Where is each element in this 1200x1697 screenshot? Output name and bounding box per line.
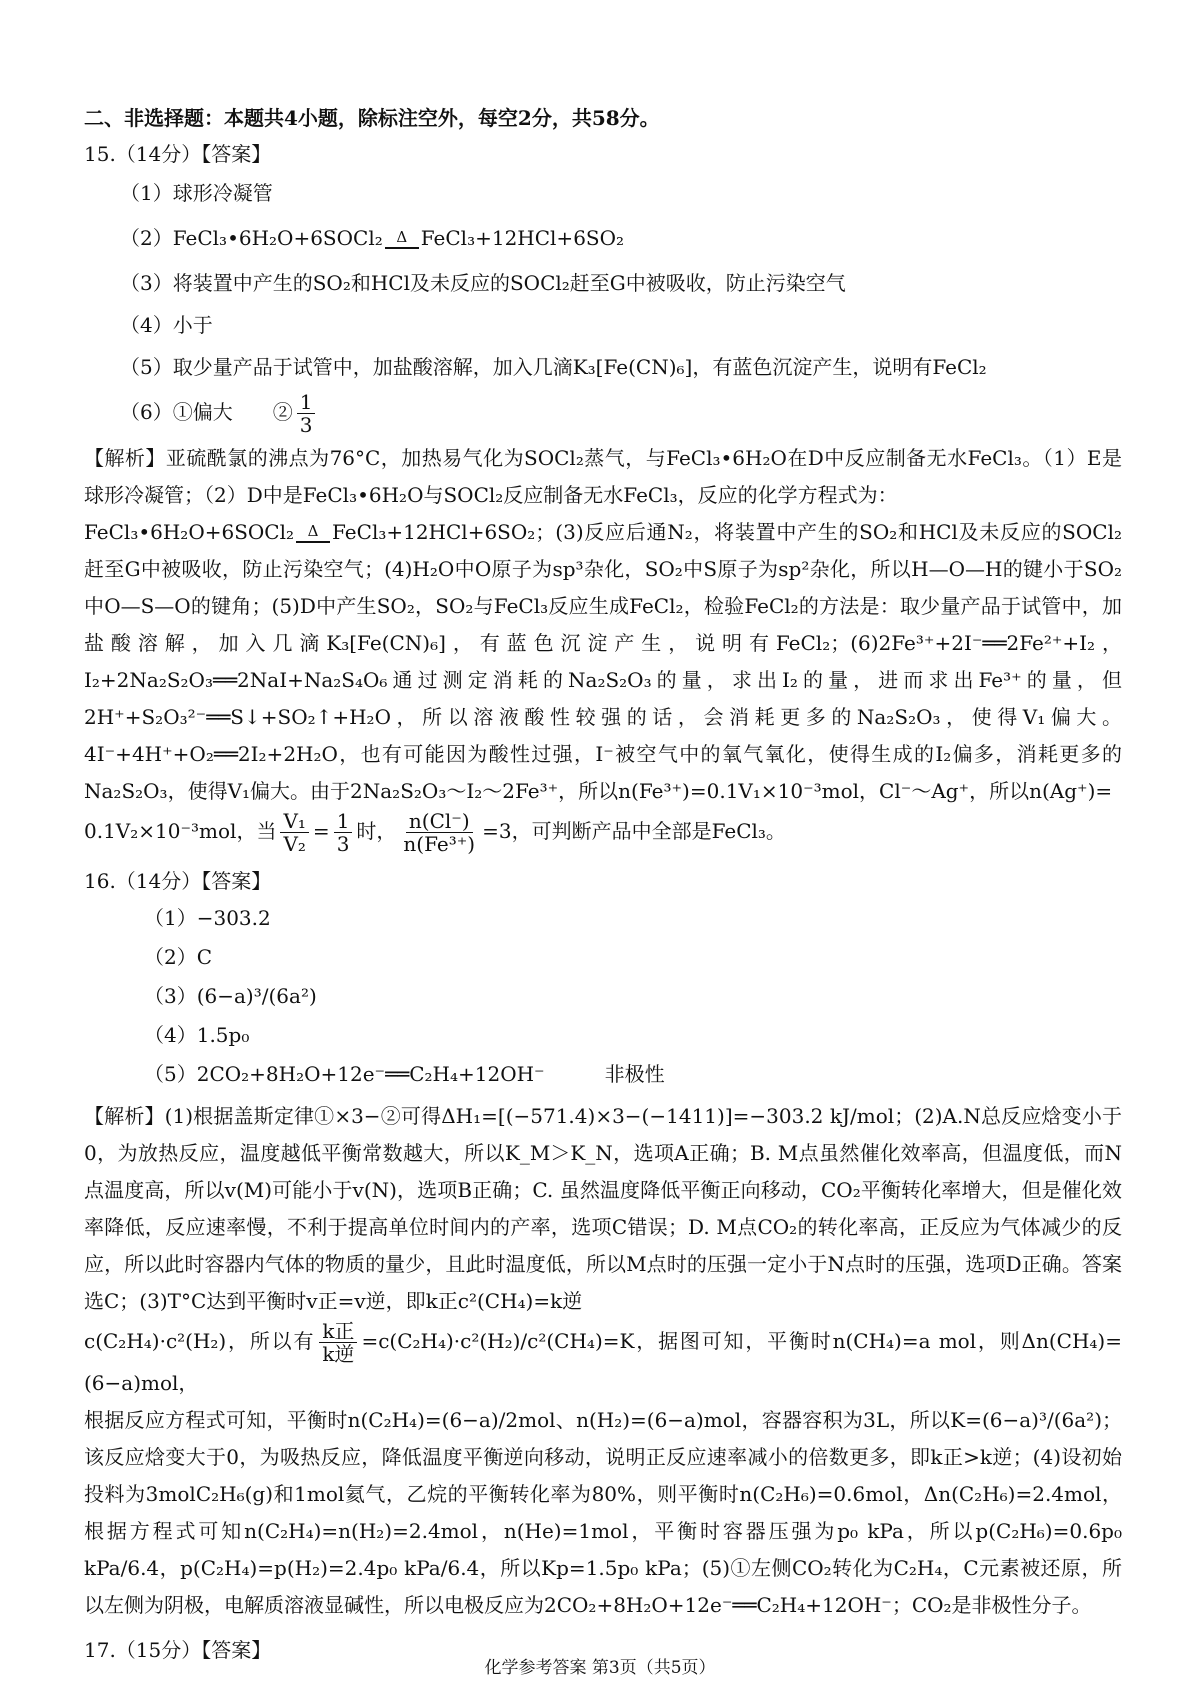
q16-answer-2: （2）C: [144, 945, 213, 969]
fraction-one-third: $\frac{1}{3}$: [297, 391, 316, 436]
q15-analysis-eq-left: FeCl₃•6H₂O+6SOCl₂: [84, 520, 295, 544]
q16-answer-3: （3）(6−a)³/(6a²): [144, 984, 317, 1008]
fraction-v1-v2: $\frac{\text{V₁}}{\text{V₂}}$: [280, 810, 308, 855]
q16-answer-1: （1）−303.2: [144, 906, 271, 930]
q15-answer-2-right: FeCl₃+12HCl+6SO₂: [420, 226, 625, 250]
q16-analysis-p3: 根据反应方程式可知，平衡时n(C₂H₄)=(6−a)/2mol、n(H₂)=(6−a)mol，容器容积为3L，所以K=(6−a)³/(6a²)；该反应焓变大于0，为吸热反应，降低温度平衡逆向移动，说明正反应速率减小的倍数更多，即k正>k逆；(4)设初始投料为3molC₂H₆(g)和1mol氦气，乙烷的平衡转化率为80%，则平衡时n(C₂H₆)=0.6mol，Δn(C₂H₆)=2.4mol，根据方程式可知n(C₂H₄)=n(H₂)=2.4mol，n(He)=1mol，平衡时容器压强为p₀ kPa，所以p(C₂H₆)=0.6p₀ kPa/6.4，p(C₂H₄)=p(H₂)=2.4p₀ kPa/6.4，所以Kp=1.5p₀ kPa；(5)①左侧CO₂转化为C₂H₄，C元素被还原，所以左侧为阴极，电解质溶液显碱性，所以电极反应为2CO₂+8H₂O+12e⁻══C₂H₄+12OH⁻；CO₂是非极性分子。: [84, 1408, 1122, 1617]
q15-answer-6-prefix: （6）①偏大 ②: [120, 400, 293, 424]
q15-answer-3: （3）将装置中产生的SO₂和HCl及未反应的SOCl₂赶至G中被吸收，防止污染空气: [120, 271, 846, 295]
q15-analysis-p1: 【解析】亚硫酰氯的沸点为76°C，加热易气化为SOCl₂蒸气，与FeCl₃•6H₂O在D中反应制备无水FeCl₃。（1）E是球形冷凝管；（2）D中是FeCl₃•6H₂O与SOCl₂反应制备无水FeCl₃，反应的化学方程式为：: [84, 446, 1122, 507]
fraction-k-ratio: $\frac{\text{k正}}{\text{k逆}}$: [319, 1320, 357, 1365]
fraction-cl-fe: $\frac{n(Cl^-)}{\text{n(Fe³⁺)}}$: [403, 809, 476, 856]
q15-answer-2: [120, 214, 1122, 262]
q15-analysis: 【解析】亚硫酰氯的沸点为76°C，加热易气化为SOCl₂蒸气，与FeCl₃•6H₂O在D中反应制备无水FeCl₃。（1）E是球形冷凝管；（2）D中是FeCl₃•6H₂O与SOCl₂反应制备无水FeCl₃，反应的化学方程式为： FeCl₃•6H₂O+6SOCl₂ Δ FeCl₃+12HCl+6SO₂；(3)反应后通N₂，将装置中产生的SO₂和HCl及未反应的SOCl₂ 赶至G中被吸收，防止污染空气；(4)H₂O中O原子为sp³杂化，SO₂中S原子为sp²杂化，所以H—O—H的键小于SO₂中O—S—O的键角；(5)D中产生SO₂，SO₂与FeCl₃反应生成FeCl₂，检验FeCl₂的方法是：取少量产品于试管中，加盐酸溶解，加入几滴K₃[Fe(CN)₆]，有蓝色沉淀产生，说明有FeCl₂；(6)2Fe³⁺+2I⁻══2Fe²⁺+I₂，I₂+2Na₂S₂O₃══2NaI+Na₂S₄O₆通过测定消耗的Na₂S₂O₃的量，求出I₂的量，进而求出Fe³⁺的量，但2H⁺+S₂O₃²⁻══S↓+SO₂↑+H₂O，所以溶液酸性较强的话，会消耗更多的Na₂S₂O₃，使得V₁偏大。4I⁻+4H⁺+O₂══2I₂+2H₂O，也有可能因为酸性过强，I⁻被空气中的氧气氧化，使得生成的I₂偏多，消耗更多的Na₂S₂O₃，使得V₁偏大。由于2Na₂S₂O₃～I₂～2Fe³⁺，所以n(Fe³⁺)=0.1V₁×10⁻³mol，Cl⁻～Ag⁺，所以n(Ag⁺)= 0.1V₂×10⁻³mol，当 $\frac{\text{V₁}}{\text{V₂}}$ = $\frac{1}{3}$ 时， $\frac{n(Cl^-)}{\text{n(Fe³⁺)}}$ =3，可判断产品中全部是FeCl₃。: [84, 446, 1122, 856]
heat-condition: Δ: [396, 228, 408, 246]
q16-answer-5-extra: 非极性: [604, 1062, 665, 1086]
q15-answer-4: （4）小于: [120, 313, 213, 337]
q15-header: 15.（14分）【答案】: [84, 142, 272, 166]
q16-answer-5: （5）2CO₂+8H₂O+12e⁻══C₂H₄+12OH⁻ 非极性: [144, 1062, 665, 1086]
q17-header: 17.（15分）【答案】: [84, 1638, 272, 1662]
q15-answer-2-prefix: （2）: [120, 226, 173, 250]
section-header: 二、非选择题：本题共4小题，除标注空外，每空2分，共58分。: [84, 106, 660, 130]
q15-answer-5: （5）取少量产品于试管中，加盐酸溶解，加入几滴K₃[Fe(CN)₆]，有蓝色沉淀产生，说明有FeCl₂: [120, 355, 987, 379]
q16-analysis: 【解析】(1)根据盖斯定律①×3−②可得ΔH₁=[(−571.4)×3−(−1411)]=−303.2 kJ/mol；(2)A.N总反应焓变小于0，为放热反应，温度越低平衡常数越大，所以K_M＞K_N，选项A正确；B. M点虽然催化效率高，但温度低，而N点温度高，所以v(M)可能小于v(N)，选项B正确；C. 虽然温度降低平衡正向移动，CO₂平衡转化率增大，但是催化效率降低，反应速率慢，不利于提高单位时间内的产率，选项C错误；D. M点CO₂的转化率高，正反应为气体减少的反应，所以此时容器内气体的物质的量少，且此时温度低，所以M点时的压强一定小于N点时的压强，选项D正确。答案选C；(3)T°C达到平衡时v正=v逆，即k正c²(CH₄)=k逆 c(C₂H₄)·c²(H₂)，所以有 $\frac{\text{k正}}{\text{k逆}}$ =c(C₂H₄)·c²(H₂)/c²(CH₄)=K，据图可知，平衡时n(CH₄)=a mol，则Δn(CH₄)=(6−a)mol， 根据反应方程式可知，平衡时n(C₂H₄)=(6−a)/2mol、n(H₂)=(6−a)mol，容器容积为3L，所以K=(6−a)³/(6a²)；该反应焓变大于0，为吸热反应，降低温度平衡逆向移动，说明正反应速率减小的倍数更多，即k正>k逆；(4)设初始投料为3molC₂H₆(g)和1mol氦气，乙烷的平衡转化率为80%，则平衡时n(C₂H₆)=0.6mol，Δn(C₂H₆)=2.4mol，根据方程式可知n(C₂H₄)=n(H₂)=2.4mol，n(He)=1mol，平衡时容器压强为p₀ kPa，所以p(C₂H₆)=0.6p₀ kPa/6.4，p(C₂H₄)=p(H₂)=2.4p₀ kPa/6.4，所以Kp=1.5p₀ kPa；(5)①左侧CO₂转化为C₂H₄，C元素被还原，所以左侧为阴极，电解质溶液显碱性，所以电极反应为2CO₂+8H₂O+12e⁻══C₂H₄+12OH⁻；CO₂是非极性分子。: [84, 1104, 1122, 1617]
q15-analysis-p2: 赶至G中被吸收，防止污染空气；(4)H₂O中O原子为sp³杂化，SO₂中S原子为sp²杂化，所以H—O—H的键小于SO₂中O—S—O的键角；(5)D中产生SO₂，SO₂与FeCl₃反应生成FeCl₂，检验FeCl₂的方法是：取少量产品于试管中，加盐酸溶解，加入几滴K₃[Fe(CN)₆]，有蓝色沉淀产生，说明有FeCl₂；(6)2Fe³⁺+2I⁻══2Fe²⁺+I₂，I₂+2Na₂S₂O₃══2NaI+Na₂S₄O₆通过测定消耗的Na₂S₂O₃的量，求出I₂的量，进而求出Fe³⁺的量，但2H⁺+S₂O₃²⁻══S↓+SO₂↑+H₂O，所以溶液酸性较强的话，会消耗更多的Na₂S₂O₃，使得V₁偏大。4I⁻+4H⁺+O₂══2I₂+2H₂O，也有可能因为酸性过强，I⁻被空气中的氧气氧化，使得生成的I₂偏多，消耗更多的Na₂S₂O₃，使得V₁偏大。由于2Na₂S₂O₃～I₂～2Fe³⁺，所以n(Fe³⁺)=0.1V₁×10⁻³mol，Cl⁻～Ag⁺，所以n(Ag⁺)=: [84, 557, 1122, 803]
q16-header: 16.（14分）【答案】: [84, 869, 272, 893]
q16-analysis-p1: 【解析】(1)根据盖斯定律①×3−②可得ΔH₁=[(−571.4)×3−(−1411)]=−303.2 kJ/mol；(2)A.N总反应焓变小于0，为放热反应，温度越低平衡常数越大，所以K_M＞K_N，选项A正确；B. M点虽然催化效率高，但温度低，而N点温度高，所以v(M)可能小于v(N)，选项B正确；C. 虽然温度降低平衡正向移动，CO₂平衡转化率增大，但是催化效率降低，反应速率慢，不利于提高单位时间内的产率，选项C错误；D. M点CO₂的转化率高，正反应为气体减少的反应，所以此时容器内气体的物质的量少，且此时温度低，所以M点时的压强一定小于N点时的压强，选项D正确。答案选C；(3)T°C达到平衡时v正=v逆，即k正c²(CH₄)=k逆: [84, 1104, 1122, 1313]
q15-answer-6: [120, 388, 1122, 436]
q15-analysis-eq-right: FeCl₃+12HCl+6SO₂；(3)反应后通N₂，将装置中产生的SO₂和HCl及未反应的SOCl₂: [332, 520, 1122, 544]
q16-answer-4: （4）1.5p₀: [144, 1023, 250, 1047]
page-footer: 化学参考答案 第3页（共5页）: [484, 1658, 716, 1678]
q15-answer-2-left: FeCl₃•6H₂O+6SOCl₂: [172, 226, 383, 250]
fraction-one-third-2: $\frac{1}{3}$: [334, 810, 353, 855]
heat-condition-arrow-2: Δ: [296, 524, 330, 543]
q15-answer-1: （1）球形冷凝管: [120, 181, 273, 205]
heat-condition-arrow: [385, 230, 419, 249]
